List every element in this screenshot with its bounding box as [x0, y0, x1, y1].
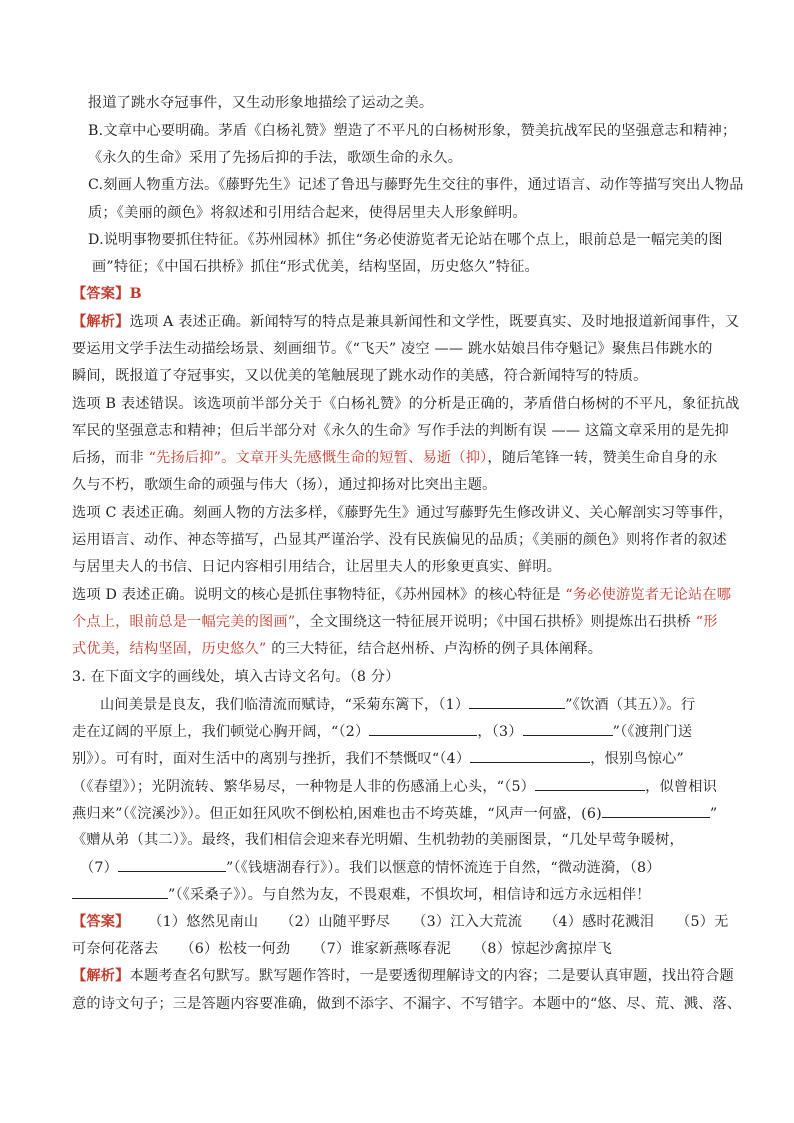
analysis-line: 要运用文学手法生动描绘场景、刻画细节。《“飞天” 凌空 —— 跳水姑娘吕伟夺魁记》聚焦吕伟跳水的 — [72, 341, 713, 357]
question-line — [80, 857, 740, 878]
analysis-line — [72, 448, 732, 468]
question-text: （《春望》）；光阴流转、繁华易尽，一种物是人非的伤感涌上心头，“（5） — [72, 779, 536, 795]
fill-blank-4[interactable] — [470, 748, 590, 763]
question-text: ”（《渡荆门送 — [612, 724, 693, 740]
highlight-text: “形 — [695, 614, 718, 630]
highlight-text: 个点上，眼前总是一幅完美的图画” — [72, 614, 296, 630]
analysis-line — [72, 612, 732, 632]
analysis-line — [72, 585, 732, 605]
answer-item: （3）江入大荒流 — [412, 914, 523, 930]
analysis-line: 瞬间，既报道了夺冠事实，又以优美的笔触展现了跳水动作的美感，符合新闻特写的特质。 — [72, 368, 648, 384]
question-text: 山间美景是良友，我们临清流而赋诗，“采菊东篱下，（1） — [100, 697, 470, 713]
answer-item: 可奈何花落去 — [72, 941, 159, 957]
highlight-text: “先扬后抑”。文章开头先感慨生命的短暂、易逝（抑） — [148, 450, 488, 466]
answer-1 — [72, 284, 732, 304]
text-line: 《永久的生命》采用了先扬后抑的手法，歌颂生命的永久。 — [88, 150, 463, 166]
question-line — [72, 776, 732, 797]
answer-item: （4）感时花溅泪 — [544, 914, 655, 930]
analysis-text: 后扬，而非 — [72, 450, 149, 466]
question-text: ，似曾相识 — [645, 779, 718, 795]
text-line: 报道了跳水夺冠事件，又生动形象地描绘了运动之美。 — [88, 95, 434, 111]
question-text: ”《饮酒（其五）》。行 — [565, 697, 696, 713]
fill-blank-7[interactable] — [118, 857, 226, 872]
question-text: ，（3） — [477, 724, 523, 740]
analysis-line: 久与不朽，歌颂生命的顽强与伟大（扬），通过抑扬对比突出主题。 — [72, 477, 497, 493]
question-text: （7） — [80, 860, 119, 876]
analysis-tag: 【解析】 — [72, 314, 130, 330]
answer-tag: 【答案】 — [72, 914, 130, 930]
question-line — [72, 721, 732, 742]
text-line: 质；《美丽的颜色》将叙述和引用结合起来，使得居里夫人形象鲜明。 — [88, 205, 527, 221]
question-3-title: 3. 在下面文字的画线处，填入古诗文名句。（8 分） — [72, 669, 400, 685]
answer-item: （5）无 — [676, 914, 729, 930]
question-line — [72, 748, 732, 769]
analysis-line: 选项 B 表述错误。该选项前半部分关于《白杨礼赞》的分析是正确的，茅盾借白杨树的不平凡，象征抗战 — [72, 396, 740, 412]
question-line: 《赠从弟（其二）》。最终，我们相信会迎来春光明媚、生机勃勃的美丽图景，“几处早莺争暖树， — [72, 832, 684, 848]
question-text: ”（《采桑子》）。与自然为友，不畏艰难，不惧坎坷，相信诗和远方永远相伴！ — [168, 887, 651, 903]
analysis-line — [72, 312, 740, 332]
text-line: 画”特征；《中国石拱桥》抓住“形式优美，结构坚固，历史悠久”特征。 — [92, 259, 539, 275]
answer-item: （2）山随平野尽 — [280, 914, 391, 930]
fill-blank-2[interactable] — [369, 721, 477, 736]
option-c-line: C.刻画人物重方法。《藤野先生》记述了鲁迅与藤野先生交往的事件，通过语言、动作等描写突出人物品 — [88, 177, 744, 193]
analysis-text: ，随后笔锋一转，赞美生命自身的永 — [487, 450, 718, 466]
question-line — [100, 694, 760, 715]
question-text: ” — [709, 806, 718, 822]
answer-tag: 【答案】 — [72, 286, 130, 302]
question-text: 燕归来”（《浣溪沙》）。但正如狂风吹不倒松柏,困难也击不垮英雄，“风声一何盛，(6) — [72, 806, 602, 822]
question-text: 别》）。可有时，面对生活中的离别与挫折，我们不禁慨叹“（4） — [72, 751, 471, 767]
answer-3 — [72, 912, 732, 932]
analysis-text: 选项 A 表述正确。新闻特写的特点是兼具新闻性和文学性，既要真实、及时地报道新闻事件，又 — [129, 314, 740, 330]
analysis-line: 军民的坚强意志和精神；但后半部分对《永久的生命》写作手法的判断有误 —— 这篇文章采用的是先抑 — [72, 423, 729, 439]
analysis-line — [72, 639, 732, 659]
answer-3-cont — [72, 939, 732, 959]
fill-blank-5[interactable] — [535, 776, 645, 791]
analysis-line: 运用语言、动作、神态等描写，凸显其严谨治学、没有民族偏见的品质；《美丽的颜色》则将作者的叙述 — [72, 532, 727, 548]
fill-blank-6[interactable] — [602, 803, 710, 818]
answer-item: （6）松枝一何劲 — [180, 941, 291, 957]
highlight-text: 式优美，结构坚固，历史悠久” — [72, 641, 267, 657]
question-text: 走在辽阔的平原上，我们顿觉心胸开阔，“（2） — [72, 724, 370, 740]
analysis-line: 选项 C 表述正确。刻画人物的方法多样，《藤野先生》通过写藤野先生修改讲义、关心解剖实习等事件， — [72, 505, 733, 521]
fill-blank-8[interactable] — [72, 884, 168, 899]
answer-value: B — [129, 286, 142, 302]
question-text: ”（《钱塘湖春行》）。我们以惬意的情怀流连于自然，“微动涟漪，（8） — [226, 860, 661, 876]
analysis-text: 选项 D 表述正确。说明文的核心是抓住事物特征，《苏州园林》的核心特征是 — [72, 587, 566, 603]
question-text: ，恨别鸟惊心” — [590, 751, 685, 767]
analysis-text: 本题考查名句默写。默写题作答时，一是要透彻理解诗文的内容；二是要认真审题，找出符合题 — [129, 968, 734, 984]
analysis-line: 意的诗文句子；三是答题内容要准确，做到不添字、不漏字、不写错字。本题中的“悠、尽、荒、溅、落、 — [72, 996, 742, 1012]
option-b-line: B.文章中心要明确。茅盾《白杨礼赞》塑造了不平凡的白杨树形象，赞美抗战军民的坚强意志和精神； — [88, 123, 737, 139]
analysis-text: ，全文围绕这一特征展开说明；《中国石拱桥》则提炼出石拱桥 — [295, 614, 696, 630]
analysis-line — [72, 966, 732, 986]
option-d-line: D.说明事物要抓住特征。《苏州园林》抓住“务必使游览者无论站在哪个点上，眼前总是一幅完美的图 — [88, 232, 723, 248]
answer-item: （8）惊起沙禽掠岸飞 — [473, 941, 612, 957]
question-line — [72, 884, 732, 905]
analysis-line: 与居里夫人的书信、日记内容相引用结合，让居里夫人的形象更真实、鲜明。 — [72, 559, 562, 575]
highlight-text: “务必使游览者无论站在哪 — [565, 587, 732, 603]
answer-item: （1）悠然见南山 — [148, 914, 259, 930]
answer-item: （7）谁家新燕啄春泥 — [312, 941, 451, 957]
analysis-tag: 【解析】 — [72, 968, 130, 984]
fill-blank-3[interactable] — [523, 721, 613, 736]
fill-blank-1[interactable] — [469, 694, 565, 709]
question-line — [72, 803, 732, 824]
analysis-text: 的三大特征，结合赵州桥、卢沟桥的例子具体阐释。 — [266, 641, 603, 657]
